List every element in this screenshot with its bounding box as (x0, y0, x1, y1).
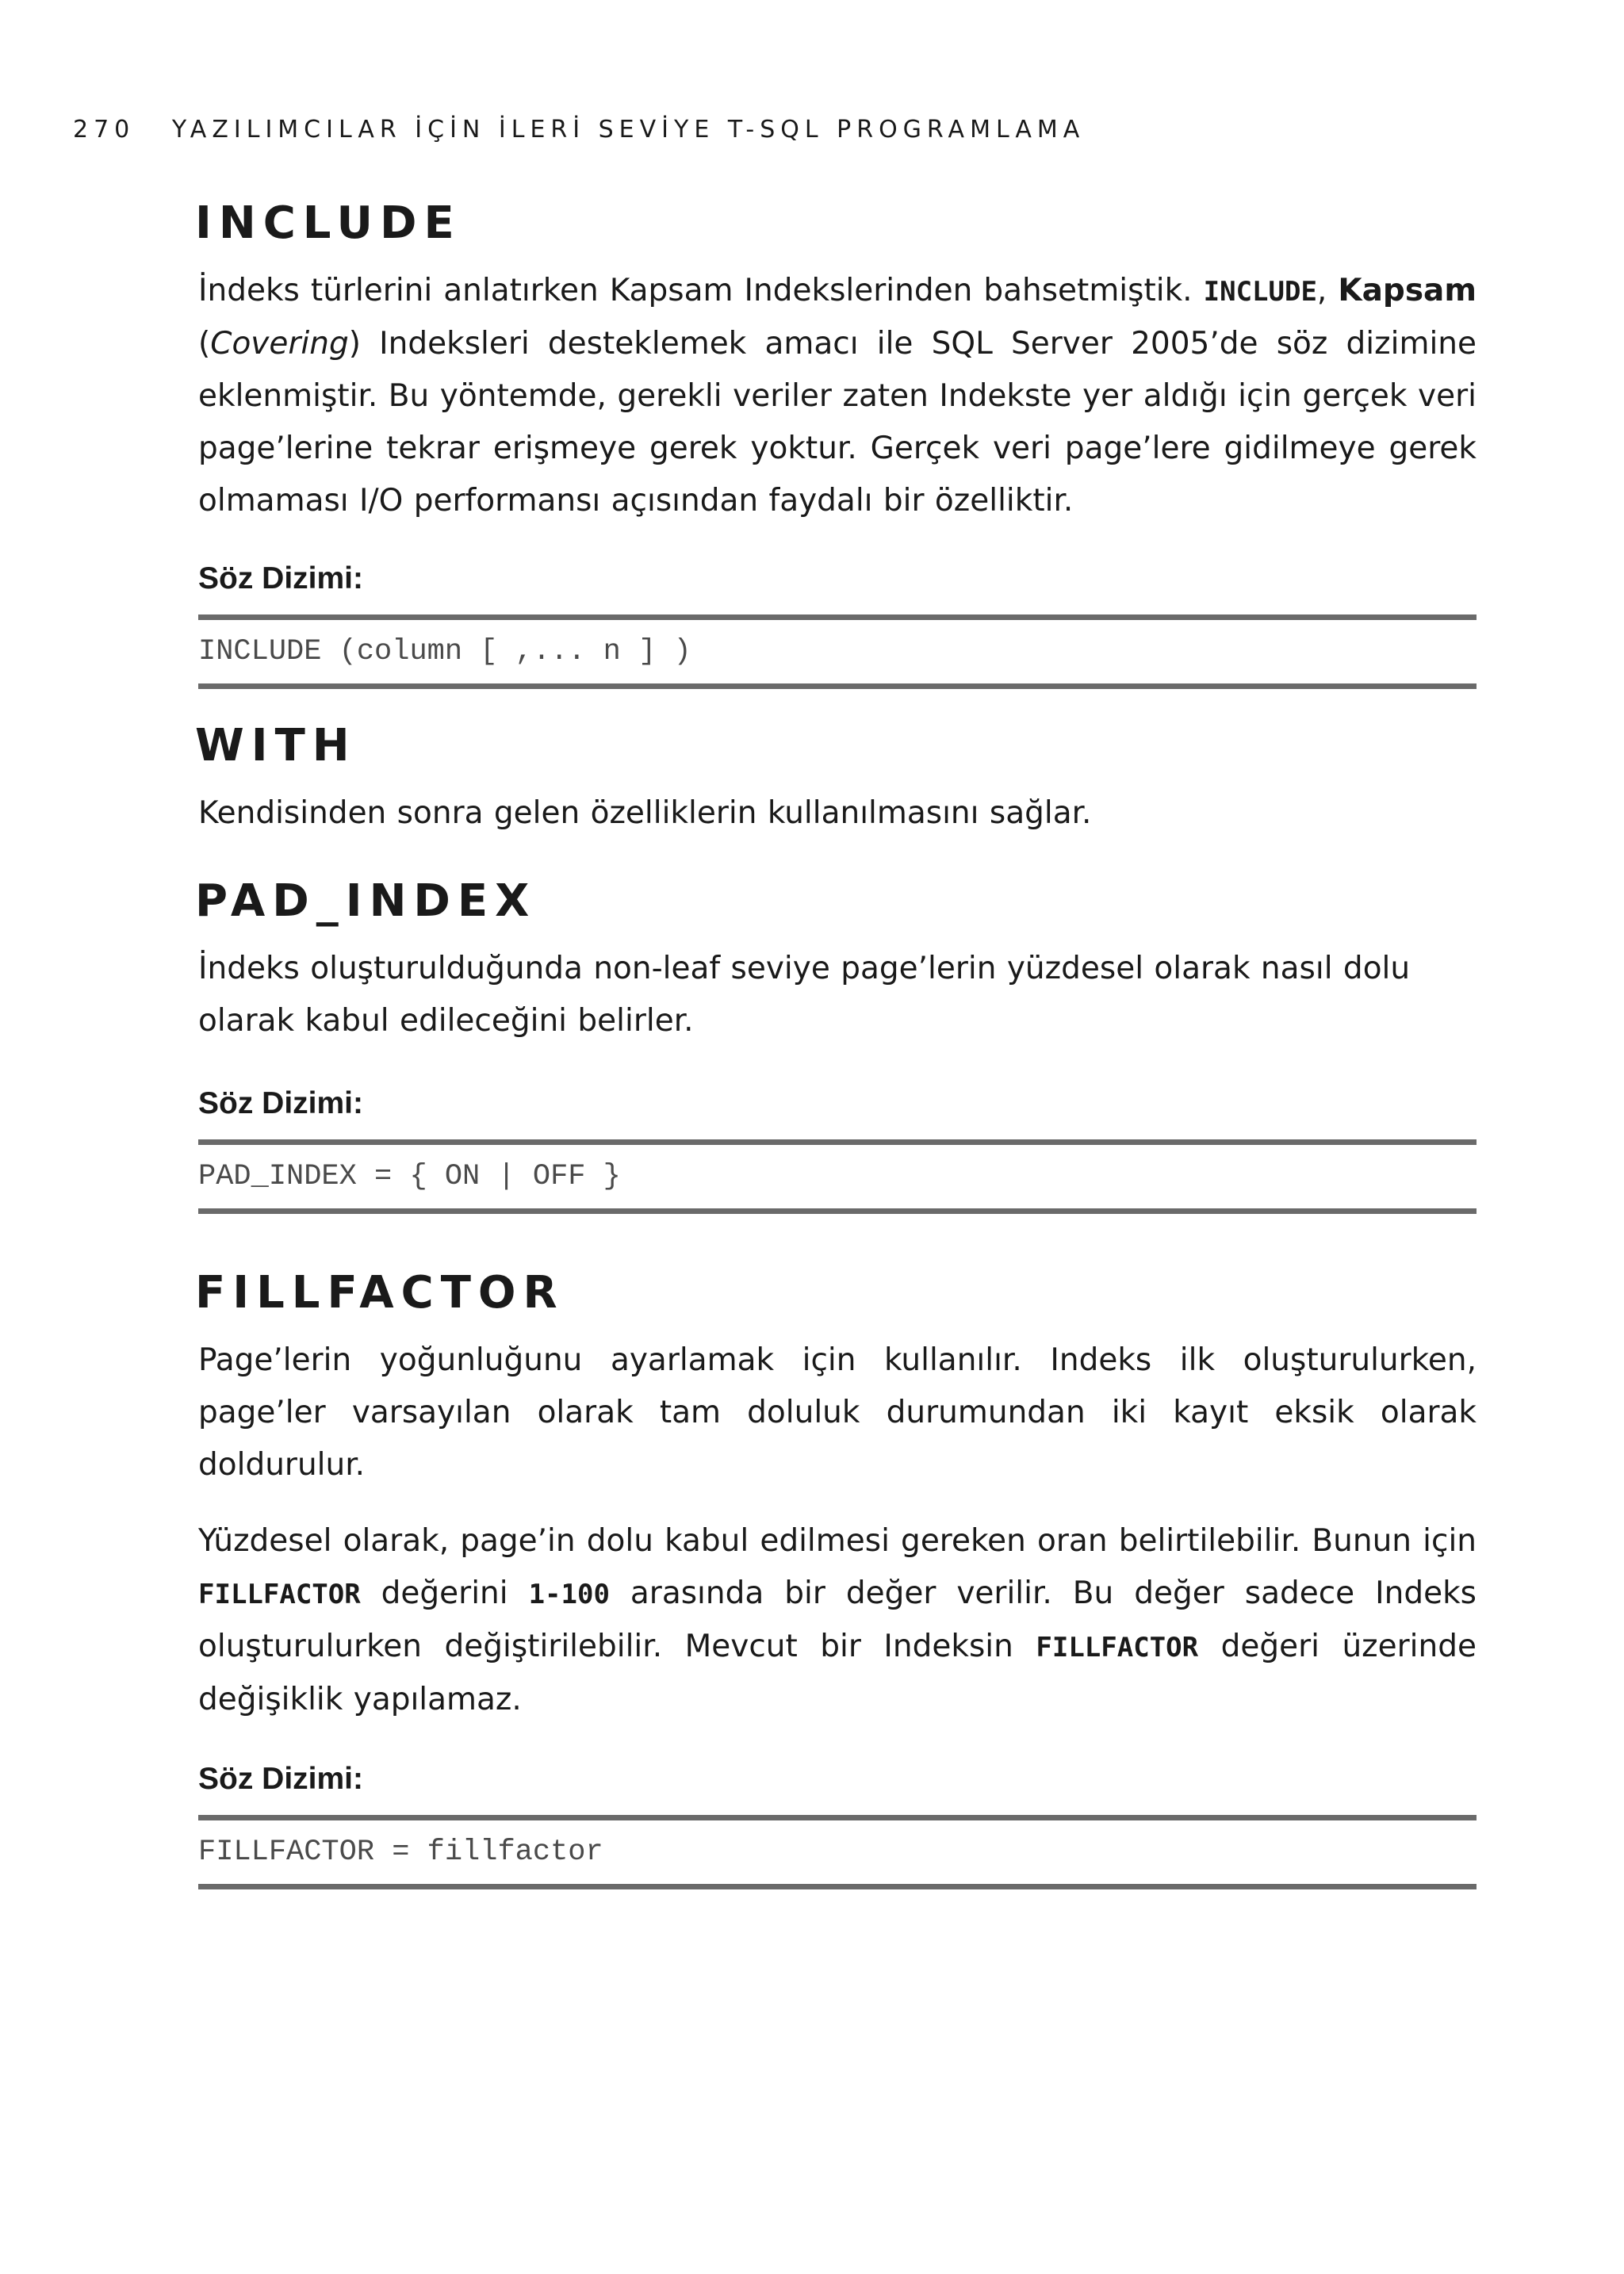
page-number: 270 (73, 116, 136, 144)
bold-term: Kapsam (1338, 273, 1477, 308)
syntax-code: INCLUDE (column [ ,... n ] ) (198, 635, 691, 668)
syntax-code: PAD_INDEX = { ON | OFF } (198, 1160, 621, 1193)
syntax-code-box (198, 1139, 1477, 1214)
fillfactor-paragraph-2 (198, 1515, 1477, 1726)
text-run: , (1316, 273, 1339, 308)
inline-code: 1-100 (528, 1579, 610, 1610)
section-heading-fillfactor: FILLFACTOR (195, 1267, 565, 1319)
page-content (195, 197, 1477, 1889)
text-run: Yüzdesel olarak, page’in dolu kabul edilmesi gereken oran belirtilebilir. Bunun için (198, 1523, 1477, 1559)
syntax-code-box (198, 1815, 1477, 1889)
section-with (195, 720, 1477, 840)
text-run: değerini (360, 1575, 529, 1611)
running-header (73, 116, 1085, 144)
syntax-code: FILLFACTOR = fillfactor (198, 1836, 603, 1869)
text-run: arasında bir değer verilir. Bu değer sadece Indeks oluşturulurken değiştirilebilir. Mevcut bir Indeksin (198, 1575, 1477, 1664)
text-run: İndeks türlerini anlatırken Kapsam Indekslerinden bahsetmiştik. (198, 273, 1204, 308)
pad-index-paragraph: İndeks oluşturulduğunda non-leaf seviye page’lerin yüzdesel olarak nasıl dolu olarak kabul edileceğini belirler. (198, 951, 1411, 1039)
syntax-code-box (198, 614, 1477, 689)
section-fillfactor (195, 1267, 1477, 1889)
section-heading-include: INCLUDE (195, 197, 462, 249)
book-title: YAZILIMCILAR İÇİN İLERİ SEVİYE T-SQL PROGRAMLAMA (171, 116, 1086, 144)
with-paragraph: Kendisinden sonra gelen özelliklerin kullanılmasını sağlar. (198, 795, 1092, 831)
section-heading-with: WITH (195, 720, 357, 771)
fillfactor-paragraph-1: Page’lerin yoğunluğunu ayarlamak için kullanılır. Indeks ilk oluşturulurken, page’ler varsayılan olarak tam doluluk durumundan iki kayıt eksik olarak doldurulur. (198, 1342, 1477, 1483)
inline-code: FILLFACTOR (198, 1579, 361, 1610)
syntax-label: Söz Dizimi: (198, 1762, 364, 1796)
inline-code: FILLFACTOR (1036, 1632, 1199, 1663)
include-paragraph (198, 265, 1477, 527)
syntax-label: Söz Dizimi: (198, 561, 364, 595)
section-include (195, 197, 1477, 689)
text-run: değeri üzerinde değişiklik yapılamaz. (198, 1629, 1477, 1717)
text-run: ( (198, 326, 211, 362)
italic-term: Covering (210, 326, 349, 362)
text-run: ) Indeksleri desteklemek amacı ile SQL Server 2005’de söz dizimine eklenmiştir. Bu yöntemde, gerekli veriler zaten Indekste yer aldığı için gerçek veri page’lerine tekrar erişmeye gerek yoktur. Gerçek veri page’lere gidilmeye gerek olmaması I/O performansı açısından faydalı bir özelliktir. (198, 326, 1477, 519)
section-heading-pad-index: PAD_INDEX (195, 875, 537, 927)
section-pad-index (195, 875, 1477, 1214)
syntax-label: Söz Dizimi: (198, 1086, 364, 1120)
inline-code: INCLUDE (1203, 276, 1317, 308)
